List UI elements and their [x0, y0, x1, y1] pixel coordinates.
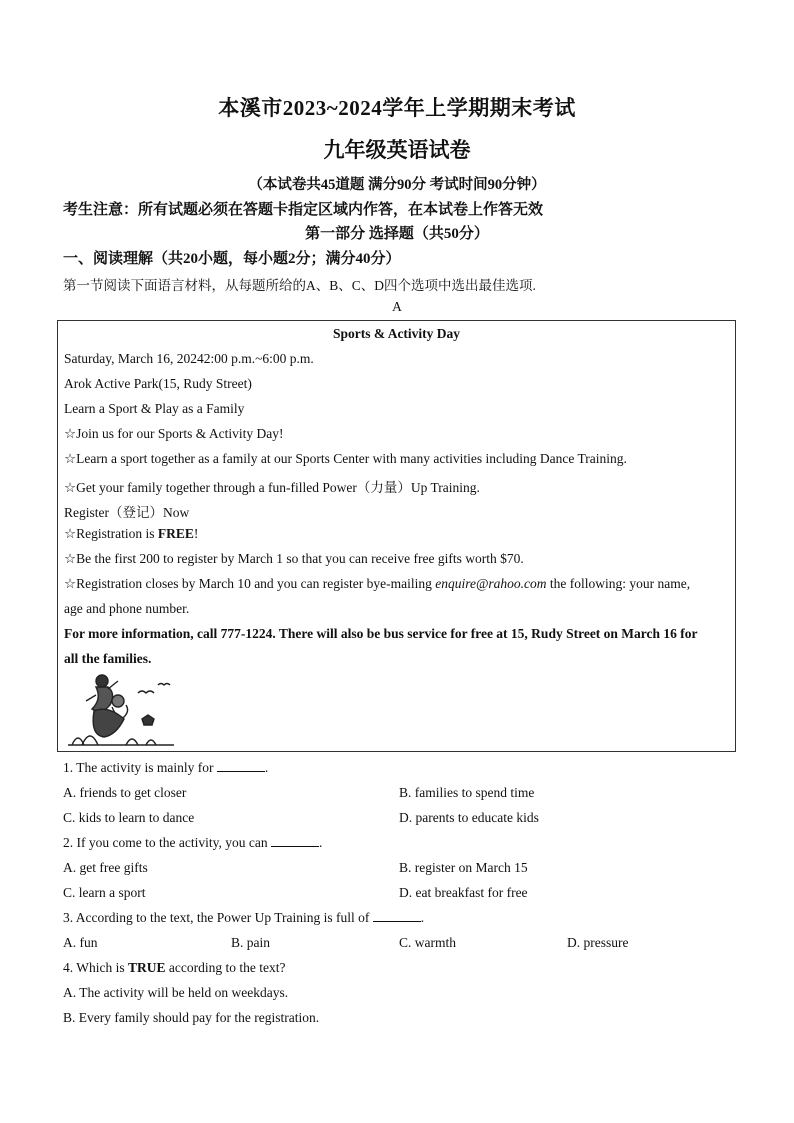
exam-title: 本溪市2023~2024学年上学期期末考试 — [218, 96, 576, 120]
question-1-stem: 1. The activity is mainly for — [63, 760, 217, 775]
q4-option-a: A. The activity will be held on weekdays. — [63, 985, 289, 1000]
ad-line-power: ☆Get your family together through a fun-filled Power（力量）Up Training. — [64, 480, 480, 495]
q1-option-b: B. families to spend time — [399, 785, 535, 800]
question-4-end: according to the text? — [165, 960, 286, 975]
answer-blank — [373, 910, 421, 922]
ad-email: enquire@rahoo.com — [435, 576, 547, 591]
q3-option-a: A. fun — [63, 935, 98, 950]
q2-option-d: D. eat breakfast for free — [399, 885, 528, 900]
question-1-end: . — [264, 760, 269, 775]
q3-option-b: B. pain — [231, 935, 270, 950]
candidate-notice: 考生注意：所有试题必须在答题卡指定区域内作答，在本试卷上作答无效 — [63, 202, 544, 218]
question-3-end: . — [420, 910, 425, 925]
q2-option-a: A. get free gifts — [63, 860, 148, 875]
ad-line-date: Saturday, March 16, 20242:00 p.m.~6:00 p.m. — [64, 351, 314, 366]
ad-line-free — [64, 526, 198, 542]
ad-title: Sports & Activity Day — [332, 326, 461, 341]
exam-note: （本试卷共45道题 满分90分 考试时间90分钟） — [248, 177, 546, 193]
advertisement-box — [57, 320, 736, 752]
ad-line-info-2: all the families. — [64, 651, 152, 666]
ad-line-register: Register（登记）Now — [64, 505, 190, 520]
ad-line-join: ☆Join us for our Sports & Activity Day! — [64, 426, 284, 441]
q3-option-d: D. pressure — [567, 935, 629, 950]
q2-option-c: C. learn a sport — [63, 885, 146, 900]
question-3-stem: 3. According to the text, the Power Up Training is full of — [63, 910, 373, 925]
ad-line-location: Arok Active Park(15, Rudy Street) — [64, 376, 252, 391]
section-heading: 一、阅读理解（共20小题，每小题2分；满分40分） — [63, 251, 401, 267]
ad-line-slogan: Learn a Sport & Play as a Family — [64, 401, 245, 416]
question-1 — [63, 760, 268, 776]
answer-blank — [217, 760, 265, 772]
question-4-stem: 4. Which is — [63, 960, 128, 975]
ad-free-suffix: ! — [193, 526, 199, 541]
q1-option-a: A. friends to get closer — [63, 785, 187, 800]
question-2-end: . — [318, 835, 323, 850]
q1-option-c: C. kids to learn to dance — [63, 810, 195, 825]
question-3 — [63, 910, 424, 926]
q1-option-d: D. parents to educate kids — [399, 810, 539, 825]
ad-closes-suffix: the following: your name, — [546, 576, 691, 591]
section-instruction: 第一节阅读下面语言材料，从每题所给的A、B、C、D四个选项中选出最佳选项. — [63, 278, 536, 293]
ad-free-prefix: ☆Registration is — [64, 526, 158, 541]
part-heading: 第一部分 选择题（共50分） — [305, 226, 489, 242]
question-4 — [63, 960, 285, 976]
q2-option-b: B. register on March 15 — [399, 860, 528, 875]
answer-blank — [271, 835, 319, 847]
q4-option-b: B. Every family should pay for the registration. — [63, 1010, 320, 1025]
ad-free-bold: FREE — [157, 526, 194, 541]
exam-subtitle: 九年级英语试卷 — [323, 138, 471, 162]
ad-line-closes-2: age and phone number. — [64, 601, 190, 616]
question-2-stem: 2. If you come to the activity, you can — [63, 835, 271, 850]
ad-line-closes — [64, 576, 690, 592]
passage-letter: A — [392, 299, 402, 314]
q3-option-c: C. warmth — [399, 935, 456, 950]
family-illustration — [66, 671, 178, 749]
question-4-bold: TRUE — [128, 960, 166, 975]
ad-line-learn: ☆Learn a sport together as a family at our Sports Center with many activities including Dance Training. — [64, 451, 627, 466]
question-2 — [63, 835, 322, 851]
ad-line-info: For more information, call 777-1224. There will also be bus service for free at 15, Rudy Street on March 16 for — [64, 626, 698, 641]
ad-line-first200: ☆Be the first 200 to register by March 1 so that you can receive free gifts worth $70. — [64, 551, 524, 566]
ad-closes-prefix: ☆Registration closes by March 10 and you can register bye-mailing — [64, 576, 436, 591]
